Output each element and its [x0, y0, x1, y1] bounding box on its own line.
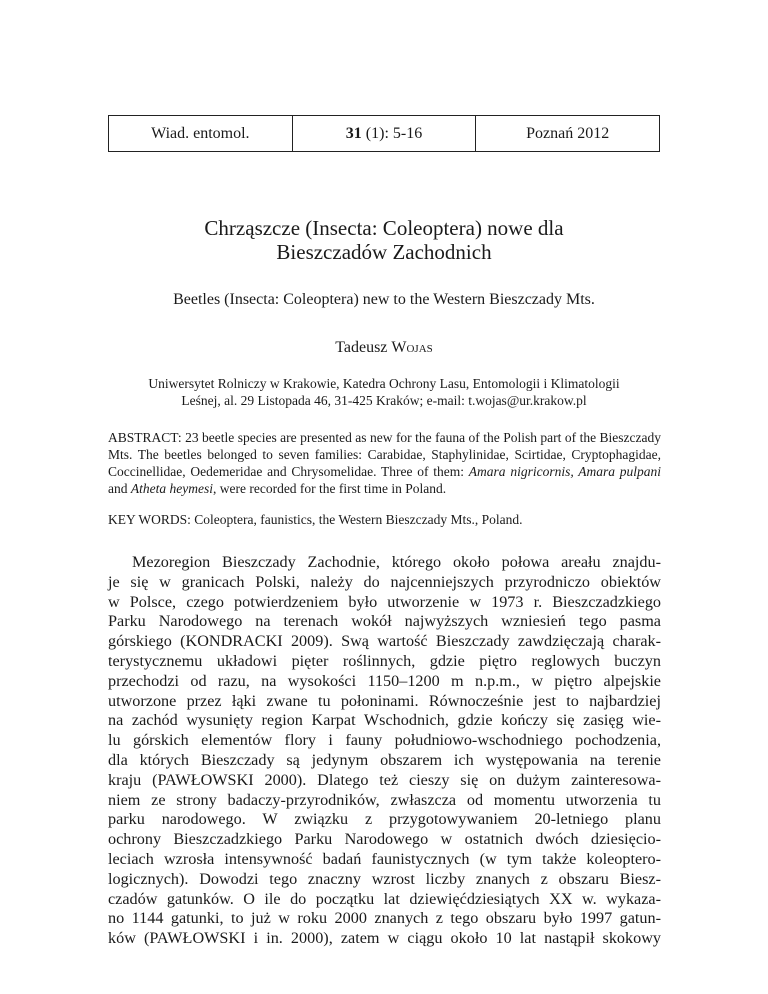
body-line: niem ze strony badaczy-przyrodników, zwłaszcza od momentu utworzenia tu — [108, 790, 661, 809]
affiliation-line-1: Uniwersytet Rolniczy w Krakowie, Katedra Ochrony Lasu, Entomologii i Klimatologii — [148, 376, 620, 391]
article-title-english: Beetles (Insecta: Coleoptera) new to the Western Bieszczady Mts. — [173, 291, 595, 308]
abstract-species-1: Amara nigricornis, Amara pulpani — [468, 464, 662, 479]
abstract-and: and — [108, 481, 128, 496]
article-title-polish — [0, 216, 768, 264]
volume-number: 31 — [345, 124, 362, 142]
issue-pages: (1): 5-16 — [365, 124, 423, 142]
body-line: je się w granicach Polski, należy do najcenniejszych przyrodniczo obiektów — [108, 572, 661, 591]
body-text — [108, 553, 661, 949]
journal-name-cell — [109, 116, 293, 151]
keywords — [108, 511, 661, 528]
keywords-text: Coleoptera, faunistics, the Western Bieszczady Mts., Poland. — [194, 512, 523, 527]
body-line: parku narodowego. W związku z przygotowywaniem 20-letniego planu — [108, 810, 661, 829]
body-line: czadów gatunków. O ile do początku lat dziewięćdziesiątych XX w. wykaza- — [108, 889, 661, 908]
body-line: leciach wzrosła intensywność badań faunistycznych (w tym także koleoptero- — [108, 849, 661, 868]
abstract — [108, 429, 661, 497]
abstract-text-1: 23 beetle species are presented as new for the fauna of the Polish part of the Bieszczady Mts. The beetles belonged to seven families: Carabidae, Staphylinidae, Scirtidae, Cryptophagidae, Coccinellidae, Oedemeridae and Chrysomelidae. Three of them: — [108, 430, 661, 479]
author-first-name: Tadeusz — [335, 339, 388, 356]
body-line: utworzone przez łąki zwane tu połoninami. Równocześnie jest to najbardziej — [108, 691, 661, 710]
body-line: terystycznemu układowi pięter roślinnych, gdzie piętro reglowych buczyn — [108, 651, 661, 670]
body-line: na zachód wysunięty region Karpat Wschodnich, gdzie kończy się zasięg wie- — [108, 711, 661, 730]
journal-header-table — [108, 115, 660, 152]
body-line: górskiego (KONDRACKI 2009). Swą wartość Bieszczady zawdzięczają charak- — [108, 632, 661, 651]
body-line: Parku Narodowego na terenach wokół najwyższych wzniesień tego pasma — [108, 612, 661, 631]
body-line: w Polsce, czego potwierdzeniem było utworzenie w 1973 r. Bieszczadzkiego — [108, 592, 661, 611]
body-line: no 1144 gatunki, to już w roku 2000 znanych z tego obszaru było 1997 gatun- — [108, 909, 661, 928]
title-line-1: Chrząszcze (Insecta: Coleoptera) nowe dla — [204, 216, 564, 240]
author-last-name: Wojas — [391, 339, 433, 356]
title-line-2: Bieszczadów Zachodnich — [276, 240, 492, 264]
affiliation — [0, 375, 768, 409]
body-line: lu górskich elementów flory i fauny południowo-wschodniego pochodzenia, — [108, 731, 661, 750]
place-year-cell — [476, 116, 659, 151]
body-line: ków (PAWŁOWSKI i in. 2000), zatem w ciągu około 10 lat nastąpił skokowy — [108, 929, 661, 948]
body-line: logicznych). Dowodzi tego znaczny wzrost liczby znanych z obszaru Biesz- — [108, 869, 661, 888]
body-line: Mezoregion Bieszczady Zachodnie, którego około połowa areału znajdu- — [132, 553, 661, 571]
abstract-text-2: , were recorded for the first time in Poland. — [212, 481, 447, 496]
body-line: przechodzi od razu, na wysokości 1150–1200 m n.p.m., w piętro alpejskie — [108, 671, 661, 690]
affiliation-line-2: Leśnej, al. 29 Listopada 46, 31-425 Kraków; e-mail: t.wojas@ur.krakow.pl — [181, 393, 587, 408]
body-line: ochrony Bieszczadzkiego Parku Narodowego w ostatnich dwóch dziesięcio- — [108, 830, 661, 849]
volume-cell — [293, 116, 477, 151]
abstract-species-2: Atheta heymesi — [130, 481, 213, 496]
journal-name: Wiad. entomol. — [151, 124, 250, 142]
abstract-label: ABSTRACT: — [108, 430, 182, 445]
place-year: Poznań 2012 — [526, 124, 610, 142]
body-line: kraju (PAWŁOWSKI 2000). Dlatego też cieszy się on dużym zainteresowa- — [108, 770, 661, 789]
keywords-label: KEY WORDS: — [108, 512, 191, 527]
body-line: dla których Bieszczady są jedynym obszarem ich występowania na terenie — [108, 750, 661, 769]
author — [0, 339, 768, 357]
